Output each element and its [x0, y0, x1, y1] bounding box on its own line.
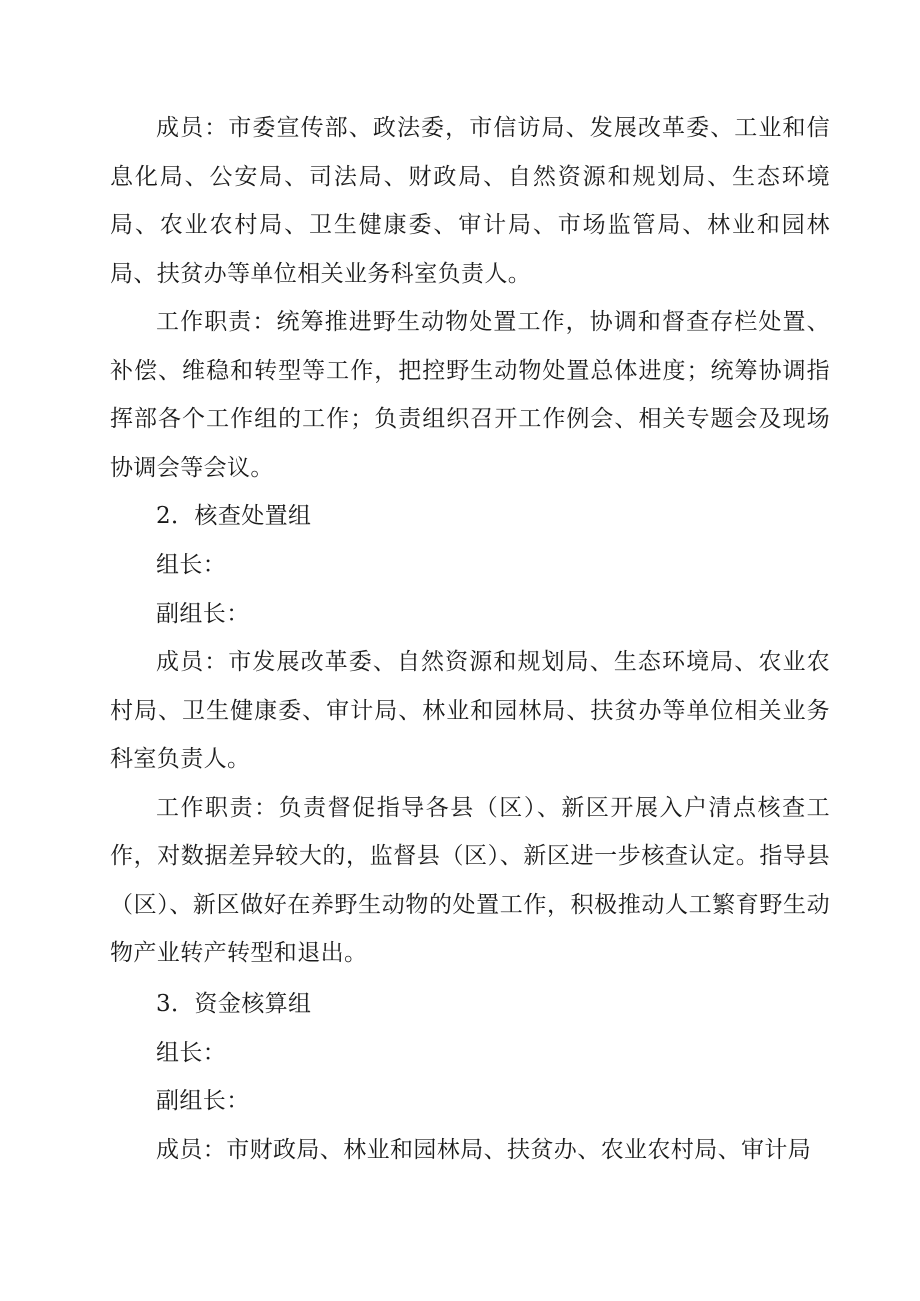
members-paragraph: 成员：市委宣传部、政法委，市信访局、发展改革委、工业和信息化局、公安局、司法局、财政局、自然资源和规划局、生态环境局、农业农村局、卫生健康委、审计局、市场监管局、林业和园林局、扶贫办等单位相关业务科室负责人。: [110, 115, 830, 287]
members-paragraph: 成员：市财政局、林业和园林局、扶贫办、农业农村局、审计局: [156, 1136, 812, 1163]
deputy-leader-line: 副组长：: [156, 600, 250, 627]
group-leader-line: 组长：: [156, 1039, 227, 1066]
section-heading-verification: 2．核查处置组: [156, 503, 312, 529]
duties-paragraph: 工作职责：统筹推进野生动物处置工作，协调和督查存栏处置、补偿、维稳和转型等工作，把控野生动物处置总体进度；统筹协调指挥部各个工作组的工作；负责组织召开工作例会、相关专题会及现场协调会等会议。: [110, 309, 830, 481]
deputy-leader-line: 副组长：: [156, 1088, 250, 1114]
duties-paragraph: 工作职责：负责督促指导各县（区）、新区开展入户清点核查工作，对数据差异较大的，监督县（区）、新区进一步核查认定。指导县（区）、新区做好在养野生动物的处置工作，积极推动人工繁育野生动物产业转产转型和退出。: [110, 794, 830, 966]
section-heading-funding: 3．资金核算组: [156, 990, 312, 1017]
group-leader-line: 组长：: [156, 552, 227, 578]
document-page: [110, 104, 830, 1174]
members-paragraph: 成员：市发展改革委、自然资源和规划局、生态环境局、农业农村局、卫生健康委、审计局、林业和园林局、扶贫办等单位相关业务科室负责人。: [110, 649, 830, 772]
